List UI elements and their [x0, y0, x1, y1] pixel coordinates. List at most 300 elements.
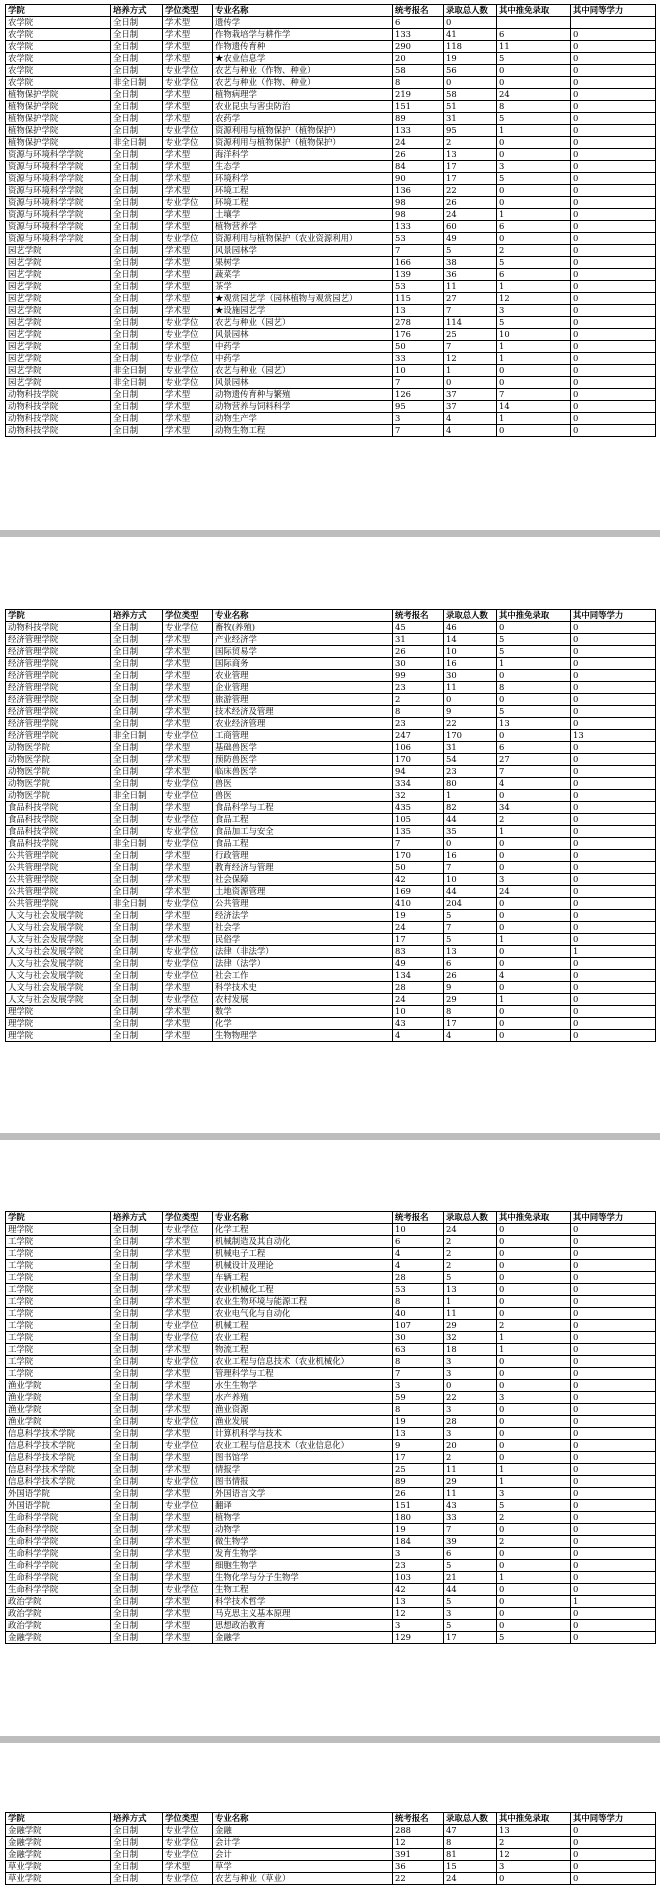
- table-cell: 28: [444, 1416, 497, 1428]
- table-cell: 计算机科学与技术: [213, 1428, 393, 1440]
- table-cell: 0: [571, 1248, 656, 1260]
- table-cell: 专业学位: [163, 1500, 213, 1512]
- table-cell: 4: [444, 413, 497, 425]
- table-cell: 专业学位: [163, 1224, 213, 1236]
- table-cell: 畜牧(养殖): [213, 622, 393, 634]
- table-cell: 23: [393, 718, 444, 730]
- table-cell: 全日制: [111, 1512, 163, 1524]
- table-cell: 学术型: [163, 910, 213, 922]
- table-cell: 0: [571, 29, 656, 41]
- table-cell: 农艺与种业（草业）: [213, 1873, 393, 1885]
- table-cell: 8: [497, 101, 571, 113]
- column-header: 其中推免录取: [497, 1813, 571, 1825]
- table-cell: 38: [444, 257, 497, 269]
- table-cell: 学术型: [163, 1018, 213, 1030]
- table-cell: 58: [444, 89, 497, 101]
- table-cell: 金融学院: [6, 1837, 111, 1849]
- column-header: 专业名称: [213, 5, 393, 17]
- table-cell: 非全日制: [111, 77, 163, 89]
- table-cell: 渔业学院: [6, 1380, 111, 1392]
- table-cell: 园艺学院: [6, 269, 111, 281]
- table-cell: 学术型: [163, 1272, 213, 1284]
- table-row: [6, 1560, 656, 1572]
- table-cell: 0: [497, 1284, 571, 1296]
- table-cell: 0: [571, 1560, 656, 1572]
- table-cell: 0: [497, 377, 571, 389]
- table-cell: 学术型: [163, 1861, 213, 1873]
- table-cell: 30: [393, 1332, 444, 1344]
- table-cell: 13: [497, 1825, 571, 1837]
- table-cell: 6: [497, 742, 571, 754]
- table-cell: 园艺学院: [6, 305, 111, 317]
- table-row: [6, 982, 656, 994]
- table-cell: 学术型: [163, 173, 213, 185]
- table-cell: 184: [393, 1536, 444, 1548]
- table-cell: 全日制: [111, 1006, 163, 1018]
- table-cell: 435: [393, 802, 444, 814]
- table-cell: 学术型: [163, 1404, 213, 1416]
- table-row: [6, 293, 656, 305]
- table-cell: 10: [497, 329, 571, 341]
- table-cell: 37: [444, 401, 497, 413]
- table-cell: 22: [444, 1392, 497, 1404]
- table-cell: 学术型: [163, 934, 213, 946]
- table-cell: 13: [497, 718, 571, 730]
- table-cell: 3: [393, 413, 444, 425]
- table-cell: 学术型: [163, 1308, 213, 1320]
- table-cell: 0: [571, 1584, 656, 1596]
- table-cell: 114: [444, 317, 497, 329]
- table-cell: 19: [393, 910, 444, 922]
- table-cell: 外国语学院: [6, 1488, 111, 1500]
- table-cell: 53: [393, 281, 444, 293]
- table-cell: 11: [444, 682, 497, 694]
- table-cell: 10: [444, 874, 497, 886]
- table-cell: 1: [497, 1332, 571, 1344]
- table-row: [6, 125, 656, 137]
- table-cell: 16: [444, 850, 497, 862]
- table-cell: 0: [571, 1428, 656, 1440]
- table-row: [6, 1500, 656, 1512]
- table-cell: 全日制: [111, 658, 163, 670]
- table-cell: 全日制: [111, 401, 163, 413]
- table-cell: 105: [393, 814, 444, 826]
- table-cell: 0: [497, 622, 571, 634]
- table-cell: 4: [497, 778, 571, 790]
- table-cell: 7: [497, 389, 571, 401]
- table-row: [6, 898, 656, 910]
- table-cell: 化学: [213, 1018, 393, 1030]
- table-cell: 8: [444, 1837, 497, 1849]
- table-row: [6, 766, 656, 778]
- table-cell: 17: [393, 1452, 444, 1464]
- table-cell: 90: [393, 173, 444, 185]
- table-cell: 学术型: [163, 850, 213, 862]
- table-cell: 全日制: [111, 65, 163, 77]
- table-cell: 0: [571, 1452, 656, 1464]
- table-cell: 植物保护学院: [6, 89, 111, 101]
- table-cell: 133: [393, 29, 444, 41]
- table-cell: 0: [571, 922, 656, 934]
- table-cell: 3: [497, 1488, 571, 1500]
- table-cell: 全日制: [111, 886, 163, 898]
- table-cell: 学术型: [163, 982, 213, 994]
- table-cell: 专业学位: [163, 125, 213, 137]
- table-cell: 0: [571, 694, 656, 706]
- table-cell: 0: [497, 1620, 571, 1632]
- table-cell: 0: [497, 1380, 571, 1392]
- table-cell: 18: [444, 1344, 497, 1356]
- table-cell: 动物医学院: [6, 778, 111, 790]
- table-row: [6, 425, 656, 437]
- column-header: 统考报名: [393, 5, 444, 17]
- table-cell: 全日制: [111, 634, 163, 646]
- table-row: [6, 1608, 656, 1620]
- table-cell: 2: [444, 1248, 497, 1260]
- table-cell: 学术型: [163, 1392, 213, 1404]
- table-cell: 植物学: [213, 1512, 393, 1524]
- table-cell: 全日制: [111, 694, 163, 706]
- table-cell: 全日制: [111, 197, 163, 209]
- table-cell: 0: [571, 1284, 656, 1296]
- table-cell: 44: [444, 814, 497, 826]
- table-cell: 学术型: [163, 646, 213, 658]
- table-cell: 专业学位: [163, 1825, 213, 1837]
- table-cell: 动物科技学院: [6, 401, 111, 413]
- table-cell: 21: [444, 1572, 497, 1584]
- table-cell: 0: [571, 814, 656, 826]
- table-cell: 1: [444, 1296, 497, 1308]
- table-cell: 0: [571, 353, 656, 365]
- table-cell: 食品科技学院: [6, 838, 111, 850]
- table-cell: 60: [444, 221, 497, 233]
- table-cell: 0: [571, 1873, 656, 1885]
- table-cell: 土壤学: [213, 209, 393, 221]
- table-cell: 4: [444, 1030, 497, 1042]
- table-cell: 全日制: [111, 1861, 163, 1873]
- table-cell: 全日制: [111, 970, 163, 982]
- table-row: [6, 1572, 656, 1584]
- table-cell: 7: [444, 1524, 497, 1536]
- table-cell: 学术型: [163, 1030, 213, 1042]
- table-cell: 13: [393, 1596, 444, 1608]
- table-cell: 学术型: [163, 113, 213, 125]
- table-cell: 0: [571, 341, 656, 353]
- table-cell: 资源与环境科学学院: [6, 161, 111, 173]
- table-cell: 工学院: [6, 1284, 111, 1296]
- table-cell: 6: [497, 29, 571, 41]
- table-cell: 36: [444, 269, 497, 281]
- table-row: [6, 1368, 656, 1380]
- table-cell: 0: [571, 1620, 656, 1632]
- table-cell: 89: [393, 1476, 444, 1488]
- table-cell: 情报学: [213, 1464, 393, 1476]
- table-row: [6, 622, 656, 634]
- table-cell: 0: [571, 1849, 656, 1861]
- table-cell: 29: [444, 1320, 497, 1332]
- table-cell: 非全日制: [111, 790, 163, 802]
- table-row: [6, 233, 656, 245]
- table-cell: 专业学位: [163, 353, 213, 365]
- table-row: [6, 1428, 656, 1440]
- table-row: [6, 1524, 656, 1536]
- table-row: [6, 850, 656, 862]
- table-cell: 13: [393, 1428, 444, 1440]
- table-cell: 水生生物学: [213, 1380, 393, 1392]
- table-cell: 园艺学院: [6, 341, 111, 353]
- table-cell: 0: [571, 317, 656, 329]
- table-cell: 经济管理学院: [6, 670, 111, 682]
- column-header: 学院: [6, 1813, 111, 1825]
- table-cell: 1: [571, 1596, 656, 1608]
- table-cell: 农学院: [6, 65, 111, 77]
- table-cell: 生命科学学院: [6, 1524, 111, 1536]
- table-cell: 0: [571, 113, 656, 125]
- table-cell: ★观赏园艺学（园林植物与观赏园艺）: [213, 293, 393, 305]
- table-cell: 公共管理学院: [6, 850, 111, 862]
- table-cell: 7: [393, 377, 444, 389]
- table-cell: 2: [393, 694, 444, 706]
- table-cell: 技术经济及管理: [213, 706, 393, 718]
- table-cell: 0: [497, 1006, 571, 1018]
- table-cell: 全日制: [111, 1560, 163, 1572]
- table-cell: 115: [393, 293, 444, 305]
- table-cell: 全日制: [111, 1536, 163, 1548]
- table-cell: 0: [571, 910, 656, 922]
- table-cell: 动物营养与饲料科学: [213, 401, 393, 413]
- table-row: [6, 389, 656, 401]
- table-cell: 26: [393, 149, 444, 161]
- table-row: [6, 113, 656, 125]
- table-cell: 专业学位: [163, 1849, 213, 1861]
- table-cell: 46: [444, 622, 497, 634]
- table-cell: 5: [497, 1632, 571, 1644]
- table-cell: 17: [444, 161, 497, 173]
- table-row: [6, 1344, 656, 1356]
- table-cell: 全日制: [111, 1584, 163, 1596]
- table-cell: 园艺学院: [6, 329, 111, 341]
- table-cell: 农业生物环境与能源工程: [213, 1296, 393, 1308]
- table-cell: 7: [444, 862, 497, 874]
- table-cell: 信息科学技术学院: [6, 1464, 111, 1476]
- table-cell: 风景园林: [213, 377, 393, 389]
- table-cell: 全日制: [111, 1392, 163, 1404]
- table-cell: 学术型: [163, 1572, 213, 1584]
- table-cell: 9: [444, 706, 497, 718]
- table-cell: 0: [497, 1260, 571, 1272]
- table-row: [6, 209, 656, 221]
- column-header: 学位类型: [163, 1212, 213, 1224]
- table-cell: 全日制: [111, 257, 163, 269]
- table-cell: 学术型: [163, 305, 213, 317]
- table-cell: 0: [571, 1356, 656, 1368]
- table-row: [6, 17, 656, 29]
- table-cell: 133: [393, 125, 444, 137]
- table-cell: 物流工程: [213, 1344, 393, 1356]
- table-cell: 0: [497, 1428, 571, 1440]
- table-cell: 36: [393, 1861, 444, 1873]
- table-cell: 国际贸易学: [213, 646, 393, 658]
- table-cell: 动物科技学院: [6, 389, 111, 401]
- table-row: [6, 101, 656, 113]
- table-cell: 工学院: [6, 1248, 111, 1260]
- table-cell: 0: [571, 1392, 656, 1404]
- table-cell: 20: [393, 53, 444, 65]
- table-cell: 0: [571, 1548, 656, 1560]
- table-cell: 26: [393, 1488, 444, 1500]
- table-cell: 6: [497, 269, 571, 281]
- table-cell: 7: [393, 425, 444, 437]
- table-cell: 农业电气化与自动化: [213, 1308, 393, 1320]
- table-cell: 0: [571, 1404, 656, 1416]
- table-cell: 学术型: [163, 1452, 213, 1464]
- table-cell: 动物医学院: [6, 790, 111, 802]
- table-cell: 0: [571, 1608, 656, 1620]
- table-cell: 118: [444, 41, 497, 53]
- table-cell: 全日制: [111, 293, 163, 305]
- table-cell: 0: [497, 1584, 571, 1596]
- table-cell: 0: [571, 1344, 656, 1356]
- table-cell: 专业学位: [163, 377, 213, 389]
- table-cell: 0: [497, 425, 571, 437]
- table-cell: 0: [497, 1368, 571, 1380]
- table-cell: ★农业信息学: [213, 53, 393, 65]
- table-cell: 170: [444, 730, 497, 742]
- table-cell: 31: [444, 113, 497, 125]
- table-cell: 0: [497, 1548, 571, 1560]
- table-cell: 学术型: [163, 1236, 213, 1248]
- table-cell: 19: [444, 53, 497, 65]
- table-cell: 全日制: [111, 233, 163, 245]
- table-cell: 农艺与种业（园艺）: [213, 317, 393, 329]
- table-cell: 0: [497, 185, 571, 197]
- table-row: [6, 365, 656, 377]
- table-cell: 3: [497, 1392, 571, 1404]
- column-header: 培养方式: [111, 1212, 163, 1224]
- table-cell: 0: [497, 1440, 571, 1452]
- table-cell: 7: [497, 766, 571, 778]
- table-cell: 54: [444, 754, 497, 766]
- table-cell: 5: [444, 910, 497, 922]
- table-cell: 非全日制: [111, 137, 163, 149]
- table-cell: 2: [444, 1452, 497, 1464]
- table-cell: 学术型: [163, 1524, 213, 1536]
- table-cell: 180: [393, 1512, 444, 1524]
- table-cell: 渔业学院: [6, 1404, 111, 1416]
- table-cell: 农业工程与信息技术（农业机械化）: [213, 1356, 393, 1368]
- table-cell: 全日制: [111, 1030, 163, 1042]
- table-cell: 全日制: [111, 1632, 163, 1644]
- table-cell: 44: [444, 886, 497, 898]
- table-cell: 食品加工与安全: [213, 826, 393, 838]
- table-cell: 7: [393, 838, 444, 850]
- table-row: [6, 185, 656, 197]
- table-cell: 全日制: [111, 1356, 163, 1368]
- table-cell: 126: [393, 389, 444, 401]
- table-cell: 0: [571, 1476, 656, 1488]
- table-row: [6, 1620, 656, 1632]
- table-row: [6, 1488, 656, 1500]
- table-cell: 学术型: [163, 670, 213, 682]
- table-cell: 全日制: [111, 281, 163, 293]
- table-cell: 草业学院: [6, 1873, 111, 1885]
- table-cell: 旅游管理: [213, 694, 393, 706]
- table-row: [6, 1849, 656, 1861]
- table-cell: 全日制: [111, 1380, 163, 1392]
- table-cell: 0: [571, 1416, 656, 1428]
- table-cell: 3: [444, 1608, 497, 1620]
- table-cell: 资源与环境科学学院: [6, 149, 111, 161]
- table-row: [6, 778, 656, 790]
- table-cell: 14: [497, 401, 571, 413]
- table-cell: 0: [497, 365, 571, 377]
- table-cell: 5: [497, 53, 571, 65]
- table-cell: 139: [393, 269, 444, 281]
- table-row: [6, 353, 656, 365]
- table-row: [6, 245, 656, 257]
- table-cell: 管理科学与工程: [213, 1368, 393, 1380]
- table-cell: 0: [571, 137, 656, 149]
- table-cell: 植物保护学院: [6, 113, 111, 125]
- table-cell: 专业学位: [163, 838, 213, 850]
- table-cell: 24: [393, 922, 444, 934]
- table-cell: 42: [393, 874, 444, 886]
- table-cell: 专业学位: [163, 994, 213, 1006]
- table-row: [6, 377, 656, 389]
- table-cell: 学术型: [163, 341, 213, 353]
- table-cell: 园艺学院: [6, 245, 111, 257]
- table-cell: 3: [497, 1861, 571, 1873]
- table-cell: 食品科学与工程: [213, 802, 393, 814]
- table-cell: 园艺学院: [6, 353, 111, 365]
- table-cell: 全日制: [111, 113, 163, 125]
- table-cell: 专业学位: [163, 958, 213, 970]
- table-cell: 4: [393, 1030, 444, 1042]
- table-cell: 0: [571, 257, 656, 269]
- table-cell: 89: [393, 113, 444, 125]
- table-cell: 0: [571, 209, 656, 221]
- table-cell: 17: [444, 1632, 497, 1644]
- table-cell: 0: [444, 1380, 497, 1392]
- table-header-row: [6, 5, 656, 17]
- table-cell: 学术型: [163, 257, 213, 269]
- table-cell: 生物化学与分子生物学: [213, 1572, 393, 1584]
- table-cell: 专业学位: [163, 778, 213, 790]
- table-cell: 24: [444, 1873, 497, 1885]
- table-cell: 经济管理学院: [6, 730, 111, 742]
- table-cell: 经济管理学院: [6, 634, 111, 646]
- table-cell: 1: [497, 353, 571, 365]
- table-cell: 23: [393, 1560, 444, 1572]
- table-cell: 0: [497, 946, 571, 958]
- table-cell: 全日制: [111, 353, 163, 365]
- table-cell: 12: [393, 1608, 444, 1620]
- table-cell: 0: [497, 730, 571, 742]
- table-cell: 全日制: [111, 329, 163, 341]
- table-cell: 科学技术史: [213, 982, 393, 994]
- table-cell: 中药学: [213, 341, 393, 353]
- table-cell: 25: [393, 1464, 444, 1476]
- table-cell: 金融学院: [6, 1825, 111, 1837]
- table-cell: 法律（法学）: [213, 958, 393, 970]
- table-cell: 0: [571, 1332, 656, 1344]
- table-cell: 全日制: [111, 778, 163, 790]
- table-cell: 59: [393, 1392, 444, 1404]
- table-cell: 学术型: [163, 1296, 213, 1308]
- table-row: [6, 65, 656, 77]
- table-cell: 0: [497, 694, 571, 706]
- table-cell: 经济法学: [213, 910, 393, 922]
